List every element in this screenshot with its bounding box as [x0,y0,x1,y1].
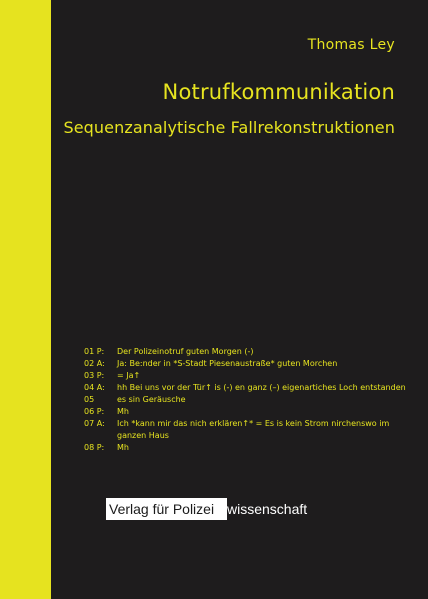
transcript-line [84,370,414,382]
line-code: 01 P: [84,347,105,356]
line-text: Mh [117,407,129,416]
transcript-excerpt [84,346,414,454]
transcript-line [84,394,414,406]
line-text: Mh [117,443,129,452]
line-code: 04 A: [84,383,105,392]
publisher-name-right: wissenschaft [227,501,308,517]
line-code: 02 A: [84,359,105,368]
transcript-line [84,346,414,358]
line-text: Der Polizeinotruf guten Morgen (-) [117,347,254,356]
line-text: es sin Geräusche [117,395,186,404]
book-subtitle: Sequenzanalytische Fallrekonstruktionen [63,118,395,137]
line-code: 03 P: [84,371,105,380]
line-text: Ja: Be:nder in *S-Stadt Piesenaustraße* guten Morchen [117,359,338,368]
yellow-stripe [0,0,51,599]
transcript-line [84,418,414,442]
line-code: 08 P: [84,443,105,452]
author-name: Thomas Ley [307,37,395,53]
book-title: Notrufkommunikation [162,80,395,104]
publisher-name-left: Verlag für Polizei [109,501,215,517]
transcript-line [84,442,414,454]
publisher-logo [106,498,346,520]
transcript-line [84,358,414,370]
line-text: = Ja↑ [117,371,141,380]
line-code: 05 [84,395,95,404]
line-code: 06 P: [84,407,105,416]
transcript-line [84,382,414,394]
line-code: 07 A: [84,419,105,428]
line-text: hh Bei uns vor der Tür↑ is (-) en ganz (–) eigenartiches Loch entstanden [117,383,406,392]
line-text: Ich *kann mir das nich erklären↑* = Es is kein Strom nirchenswo im ganzen Haus [117,419,390,440]
transcript-line [84,406,414,418]
